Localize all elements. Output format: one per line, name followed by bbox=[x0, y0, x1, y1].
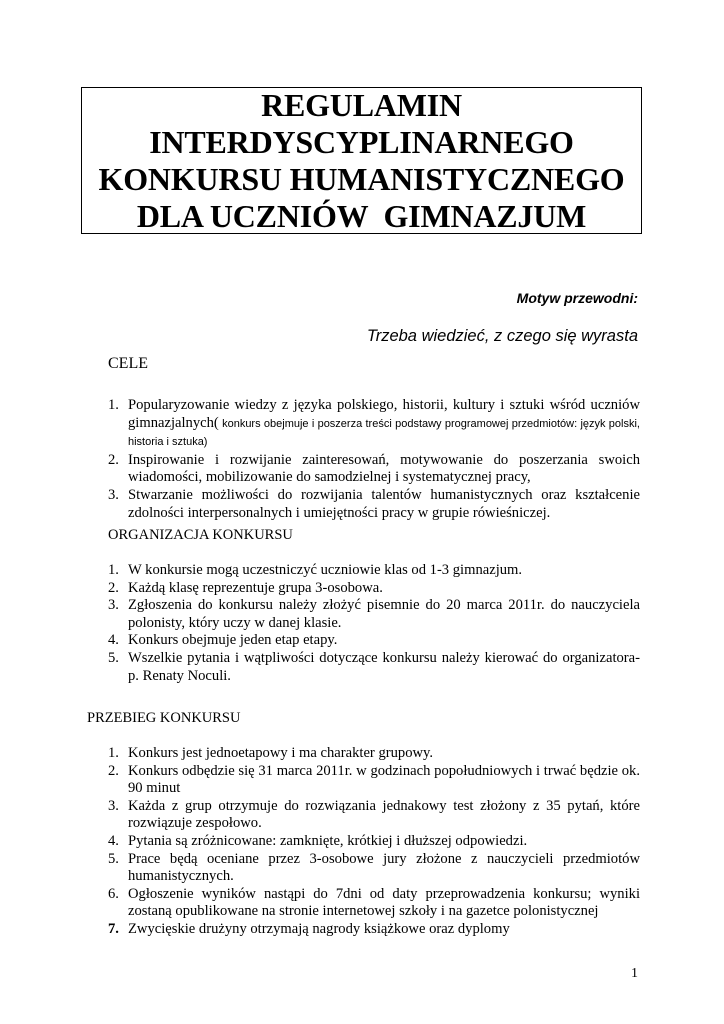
list-item bbox=[108, 650, 640, 685]
list-text: Inspirowanie i rozwijanie zainteresowań, motywowanie do poszerzania swoich wiadomości, mobilizowanie do samodzielnej i systematycznej pracy, bbox=[128, 451, 640, 486]
list-number: 7. bbox=[108, 920, 119, 937]
list-number: 4. bbox=[108, 632, 119, 649]
title-line: REGULAMIN bbox=[261, 86, 462, 123]
motto-text: Trzeba wiedzieć, z czego się wyrasta bbox=[366, 327, 638, 345]
title-line: KONKURSU HUMANISTYCZNEGO bbox=[98, 160, 625, 197]
list-note: konkurs obejmuje i poszerza treści podstawy programowej przedmiotów: język polski, historia i sztuka) bbox=[128, 417, 640, 449]
list-number: 1. bbox=[108, 397, 119, 413]
list-text: Konkurs jest jednoetapowy i ma charakter grupowy. bbox=[128, 745, 434, 761]
list-item bbox=[108, 597, 640, 632]
list-text: Pytania są zróżnicowane: zamknięte, krótkiej i dłuższej odpowiedzi. bbox=[128, 832, 528, 849]
list-number: 4. bbox=[108, 832, 119, 849]
cele-list bbox=[108, 397, 640, 522]
list-number: 1. bbox=[108, 745, 119, 761]
list-item bbox=[108, 886, 640, 921]
motto-label: Motyw przewodni: bbox=[516, 290, 638, 306]
list-number: 3. bbox=[108, 797, 119, 814]
przebieg-heading: PRZEBIEG KONKURSU bbox=[87, 710, 241, 726]
list-item bbox=[108, 562, 640, 580]
cele-heading: CELE bbox=[108, 355, 148, 372]
list-item bbox=[108, 745, 640, 763]
list-text: Popularyzowanie wiedzy z języka polskiego, historii, kultury i sztuki wśród uczniów gimnazjalnych( bbox=[128, 397, 640, 431]
list-number: 1. bbox=[108, 562, 119, 578]
title-box bbox=[81, 87, 642, 234]
title-line: DLA UCZNIÓW GIMNAZJUM bbox=[136, 197, 587, 234]
list-item bbox=[108, 487, 640, 522]
list-text: Stwarzanie możliwości do rozwijania talentów humanistycznych oraz kształcenie zdolności interpersonalnych i umiejętności pracy w grupie rówieśniczej. bbox=[128, 486, 640, 521]
list-number: 5. bbox=[108, 850, 119, 867]
list-text: Wszelkie pytania i wątpliwości dotyczące konkursu należy kierować do organizatora- p. Renaty Noculi. bbox=[128, 649, 640, 684]
list-number: 6. bbox=[108, 885, 119, 902]
page-number: 1 bbox=[631, 966, 638, 981]
title-line: INTERDYSCYPLINARNEGO bbox=[149, 123, 574, 160]
list-item bbox=[108, 851, 640, 886]
list-item bbox=[108, 580, 640, 598]
list-item bbox=[108, 833, 640, 851]
list-text: Zgłoszenia do konkursu należy złożyć pisemnie do 20 marca 2011r. do nauczyciela polonisty, który uczy w danej klasie. bbox=[128, 597, 640, 631]
list-item bbox=[108, 921, 640, 939]
list-text: Prace będą oceniane przez 3-osobowe jury złożone z nauczycieli przedmiotów humanistycznych. bbox=[128, 850, 640, 885]
list-number: 3. bbox=[108, 486, 119, 503]
list-text: Konkurs odbędzie się 31 marca 2011r. w godzinach popołudniowych i trwać będzie ok. 90 minut bbox=[128, 762, 640, 797]
list-text: Każda z grup otrzymuje do rozwiązania jednakowy test złożony z 35 pytań, które rozwiązuje zespołowo. bbox=[128, 797, 640, 832]
list-item bbox=[108, 452, 640, 487]
list-number: 2. bbox=[108, 762, 119, 779]
list-item bbox=[108, 632, 640, 650]
organizacja-heading: ORGANIZACJA KONKURSU bbox=[108, 527, 293, 543]
list-item bbox=[108, 798, 640, 833]
list-number: 3. bbox=[108, 597, 119, 614]
list-number: 2. bbox=[108, 579, 119, 596]
list-text: Każdą klasę reprezentuje grupa 3-osobowa. bbox=[128, 579, 383, 596]
przebieg-list bbox=[108, 745, 640, 939]
list-item bbox=[108, 763, 640, 798]
list-number: 2. bbox=[108, 451, 119, 468]
list-item bbox=[108, 397, 640, 452]
list-text: Zwycięskie drużyny otrzymają nagrody książkowe oraz dyplomy bbox=[128, 920, 510, 937]
list-text: Konkurs obejmuje jeden etap etapy. bbox=[128, 632, 338, 649]
list-number: 5. bbox=[108, 649, 119, 666]
organizacja-list bbox=[108, 562, 640, 685]
list-text: W konkursie mogą uczestniczyć uczniowie klas od 1-3 gimnazjum. bbox=[128, 562, 523, 578]
list-text: Ogłoszenie wyników nastąpi do 7dni od daty przeprowadzenia konkursu; wyniki zostaną opublikowane na stronie internetowej szkoły i na gazetce polonistycznej bbox=[128, 885, 640, 920]
